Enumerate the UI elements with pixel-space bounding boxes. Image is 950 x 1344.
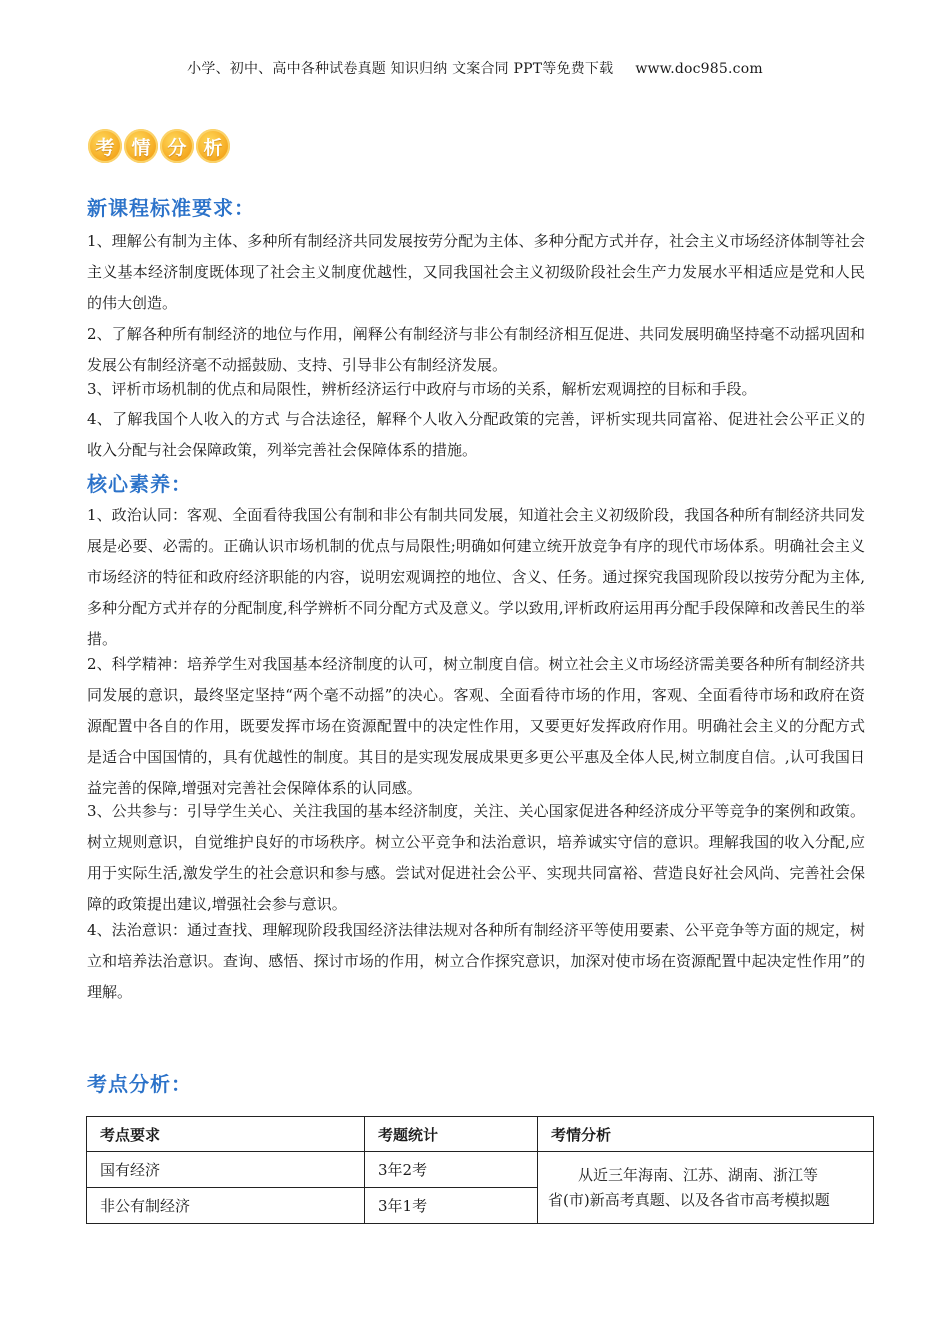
row-stats: 3年2考 — [365, 1152, 538, 1188]
header-url[interactable]: www.doc985.com — [635, 61, 763, 77]
badge-char-1: 考 — [88, 129, 122, 163]
section-title-core-literacy: 核心素养： — [87, 472, 192, 496]
analysis-cell — [538, 1152, 874, 1224]
curriculum-item-1: 1、理解公有制为主体、多种所有制经济共同发展按劳分配为主体、多种分配方式并存，社会主义市场经济体制等社会主义基本经济制度既体现了社会主义制度优越性，又同我国社会主义初级阶段社会生产力发展水平相适应是党和人民的伟大创造。 — [87, 232, 865, 312]
core-literacy-item-1: 1、政治认同：客观、全面看待我国公有制和非公有制共同发展，知道社会主义初级阶段，我国各种所有制经济共同发展是必要、必需的。正确认识市场机制的优点与局限性;明确如何建立统开放竞争有序的现代市场体系。明确社会主义市场经济的特征和政府经济职能的内容，说明宏观调控的地位、含义、任务。通过探究我国现阶段以按劳分配为主体,多种分配方式并存的分配制度,科学辨析不同分配方式及意义。学以致用,评析政府运用再分配手段保障和改善民生的举措。 — [87, 506, 865, 648]
header-stats: 考题统计 — [365, 1117, 538, 1152]
analysis-badge — [88, 129, 232, 163]
badge-char-2: 情 — [124, 129, 158, 163]
table-row — [87, 1152, 874, 1188]
curriculum-item-3: 3、评析市场机制的优点和局限性，辨析经济运行中政府与市场的关系，解析宏观调控的目标和手段。 — [87, 380, 757, 398]
badge-char-4: 析 — [196, 129, 230, 163]
exam-points-table — [86, 1116, 874, 1224]
curriculum-item-4: 4、了解我国个人收入的方式 与合法途径，解释个人收入分配政策的完善，评析实现共同富裕、促进社会公平正义的收入分配与社会保障政策，列举完善社会保障体系的措施。 — [87, 410, 865, 459]
row-topic: 非公有制经济 — [87, 1188, 365, 1224]
analysis-line-1: 从近三年海南、江苏、湖南、浙江等 — [578, 1165, 819, 1184]
header-analysis: 考情分析 — [538, 1117, 874, 1152]
header-text: 小学、初中、高中各种试卷真题 知识归纳 文案合同 PPT等免费下载 — [187, 61, 614, 77]
analysis-line-2: 省(市)新高考真题、以及各省市高考模拟题 — [548, 1190, 830, 1209]
row-stats: 3年1考 — [365, 1188, 538, 1224]
curriculum-item-2: 2、了解各种所有制经济的地位与作用，阐释公有制经济与非公有制经济相互促进、共同发展明确坚持毫不动摇巩固和发展公有制经济毫不动摇鼓励、支持、引导非公有制经济发展。 — [87, 325, 865, 374]
header-topic: 考点要求 — [87, 1117, 365, 1152]
core-literacy-item-3: 3、公共参与：引导学生关心、关注我国的基本经济制度，关注、关心国家促进各种经济成分平等竞争的案例和政策。树立规则意识，自觉维护良好的市场秩序。树立公平竞争和法治意识，培养诚实守信的意识。理解我国的收入分配,应用于实际生活,激发学生的社会意识和参与感。尝试对促进社会公平、实现共同富裕、营造良好社会风尚、完善社会保障的政策提出建议,增强社会参与意识。 — [87, 802, 865, 913]
page-header — [0, 58, 950, 78]
badge-char-3: 分 — [160, 129, 194, 163]
row-topic: 国有经济 — [87, 1152, 365, 1188]
core-literacy-item-4: 4、法治意识：通过查找、理解现阶段我国经济法律法规对各种所有制经济平等使用要素、公平竞争等方面的规定，树立和培养法治意识。查询、感悟、探讨市场的作用，树立合作探究意识，加深对使市场在资源配置中起决定性作用”的理解。 — [87, 921, 865, 1001]
core-literacy-item-2: 2、科学精神：培养学生对我国基本经济制度的认可，树立制度自信。树立社会主义市场经济需美要各种所有制经济共同发展的意识，最终坚定坚持“两个毫不动摇”的决心。客观、全面看待市场的作用，客观、全面看待市场和政府在资源配置中各自的作用，既要发挥市场在资源配置中的决定性作用，又要更好发挥政府作用。明确社会主义的分配方式是适合中国国情的，具有优越性的制度。其目的是实现发展成果更多更公平惠及全体人民,树立制度自信。,认可我国日益完善的保障,增强对完善社会保障体系的认同感。 — [87, 655, 865, 797]
table-header-row — [87, 1117, 874, 1152]
section-title-curriculum: 新课程标准要求： — [87, 196, 255, 220]
section-title-exam-points: 考点分析： — [87, 1072, 192, 1096]
